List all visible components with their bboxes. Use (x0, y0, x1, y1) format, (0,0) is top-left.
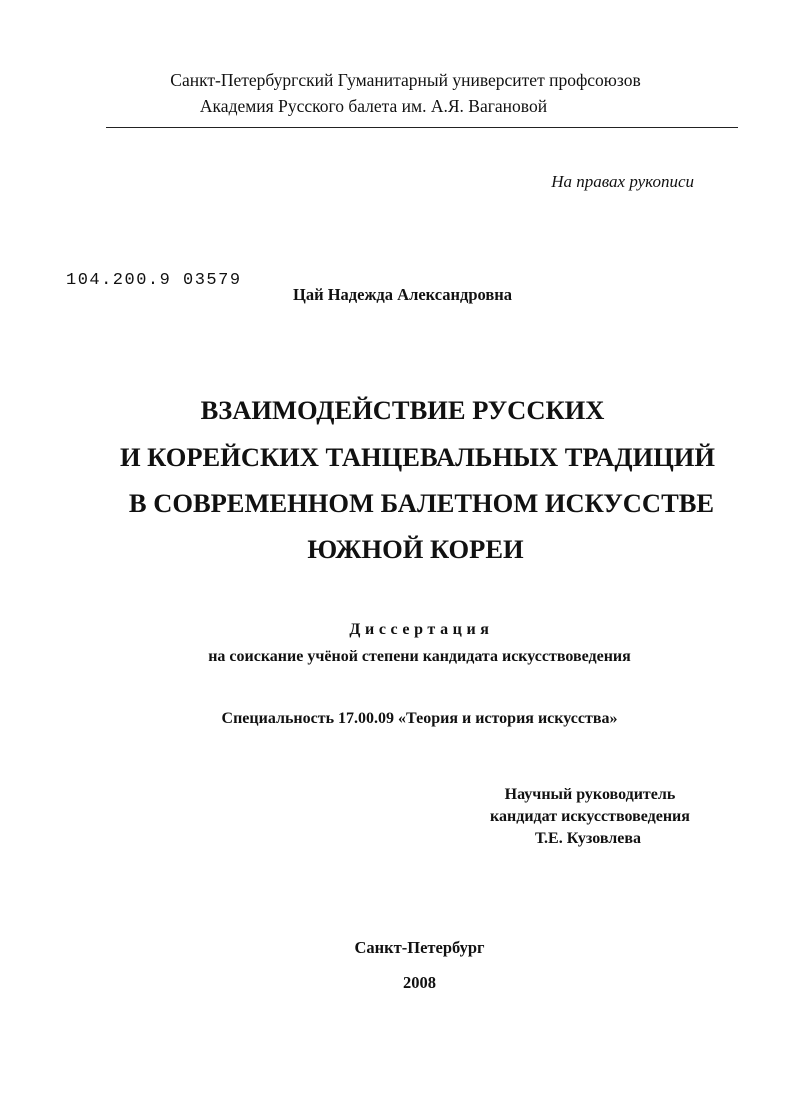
registry-number: 104.200.9 03579 (66, 271, 242, 290)
specialty: Специальность 17.00.09 «Теория и история искусства» (221, 710, 618, 727)
city: Санкт-Петербург (354, 938, 485, 957)
title-line: ВЗАИМОДЕЙСТВИЕ РУССКИХ (200, 395, 605, 425)
institution-name: Санкт-Петербургский Гуманитарный университет профсоюзов (170, 70, 641, 90)
academy-name: Академия Русского балета им. А.Я. Вагановой (199, 96, 548, 116)
document-type: Диссертация (349, 621, 494, 638)
adviser-degree: кандидат искусствоведения (490, 808, 690, 825)
header-divider (106, 127, 738, 128)
adviser-name: Т.Е. Кузовлева (534, 830, 642, 847)
title-line: ЮЖНОЙ КОРЕИ (307, 534, 524, 564)
manuscript-note: На правах рукописи (551, 172, 694, 191)
title-line: И КОРЕЙСКИХ ТАНЦЕВАЛЬНЫХ ТРАДИЦИЙ (119, 442, 716, 472)
title-line: В СОВРЕМЕННОМ БАЛЕТНОМ ИСКУССТВЕ (128, 488, 715, 518)
adviser-role: Научный руководитель (504, 786, 676, 803)
year: 2008 (403, 973, 436, 992)
degree-statement: на соискание учёной степени кандидата искусствоведения (208, 648, 631, 665)
author-name: Цай Надежда Александровна (293, 285, 513, 304)
